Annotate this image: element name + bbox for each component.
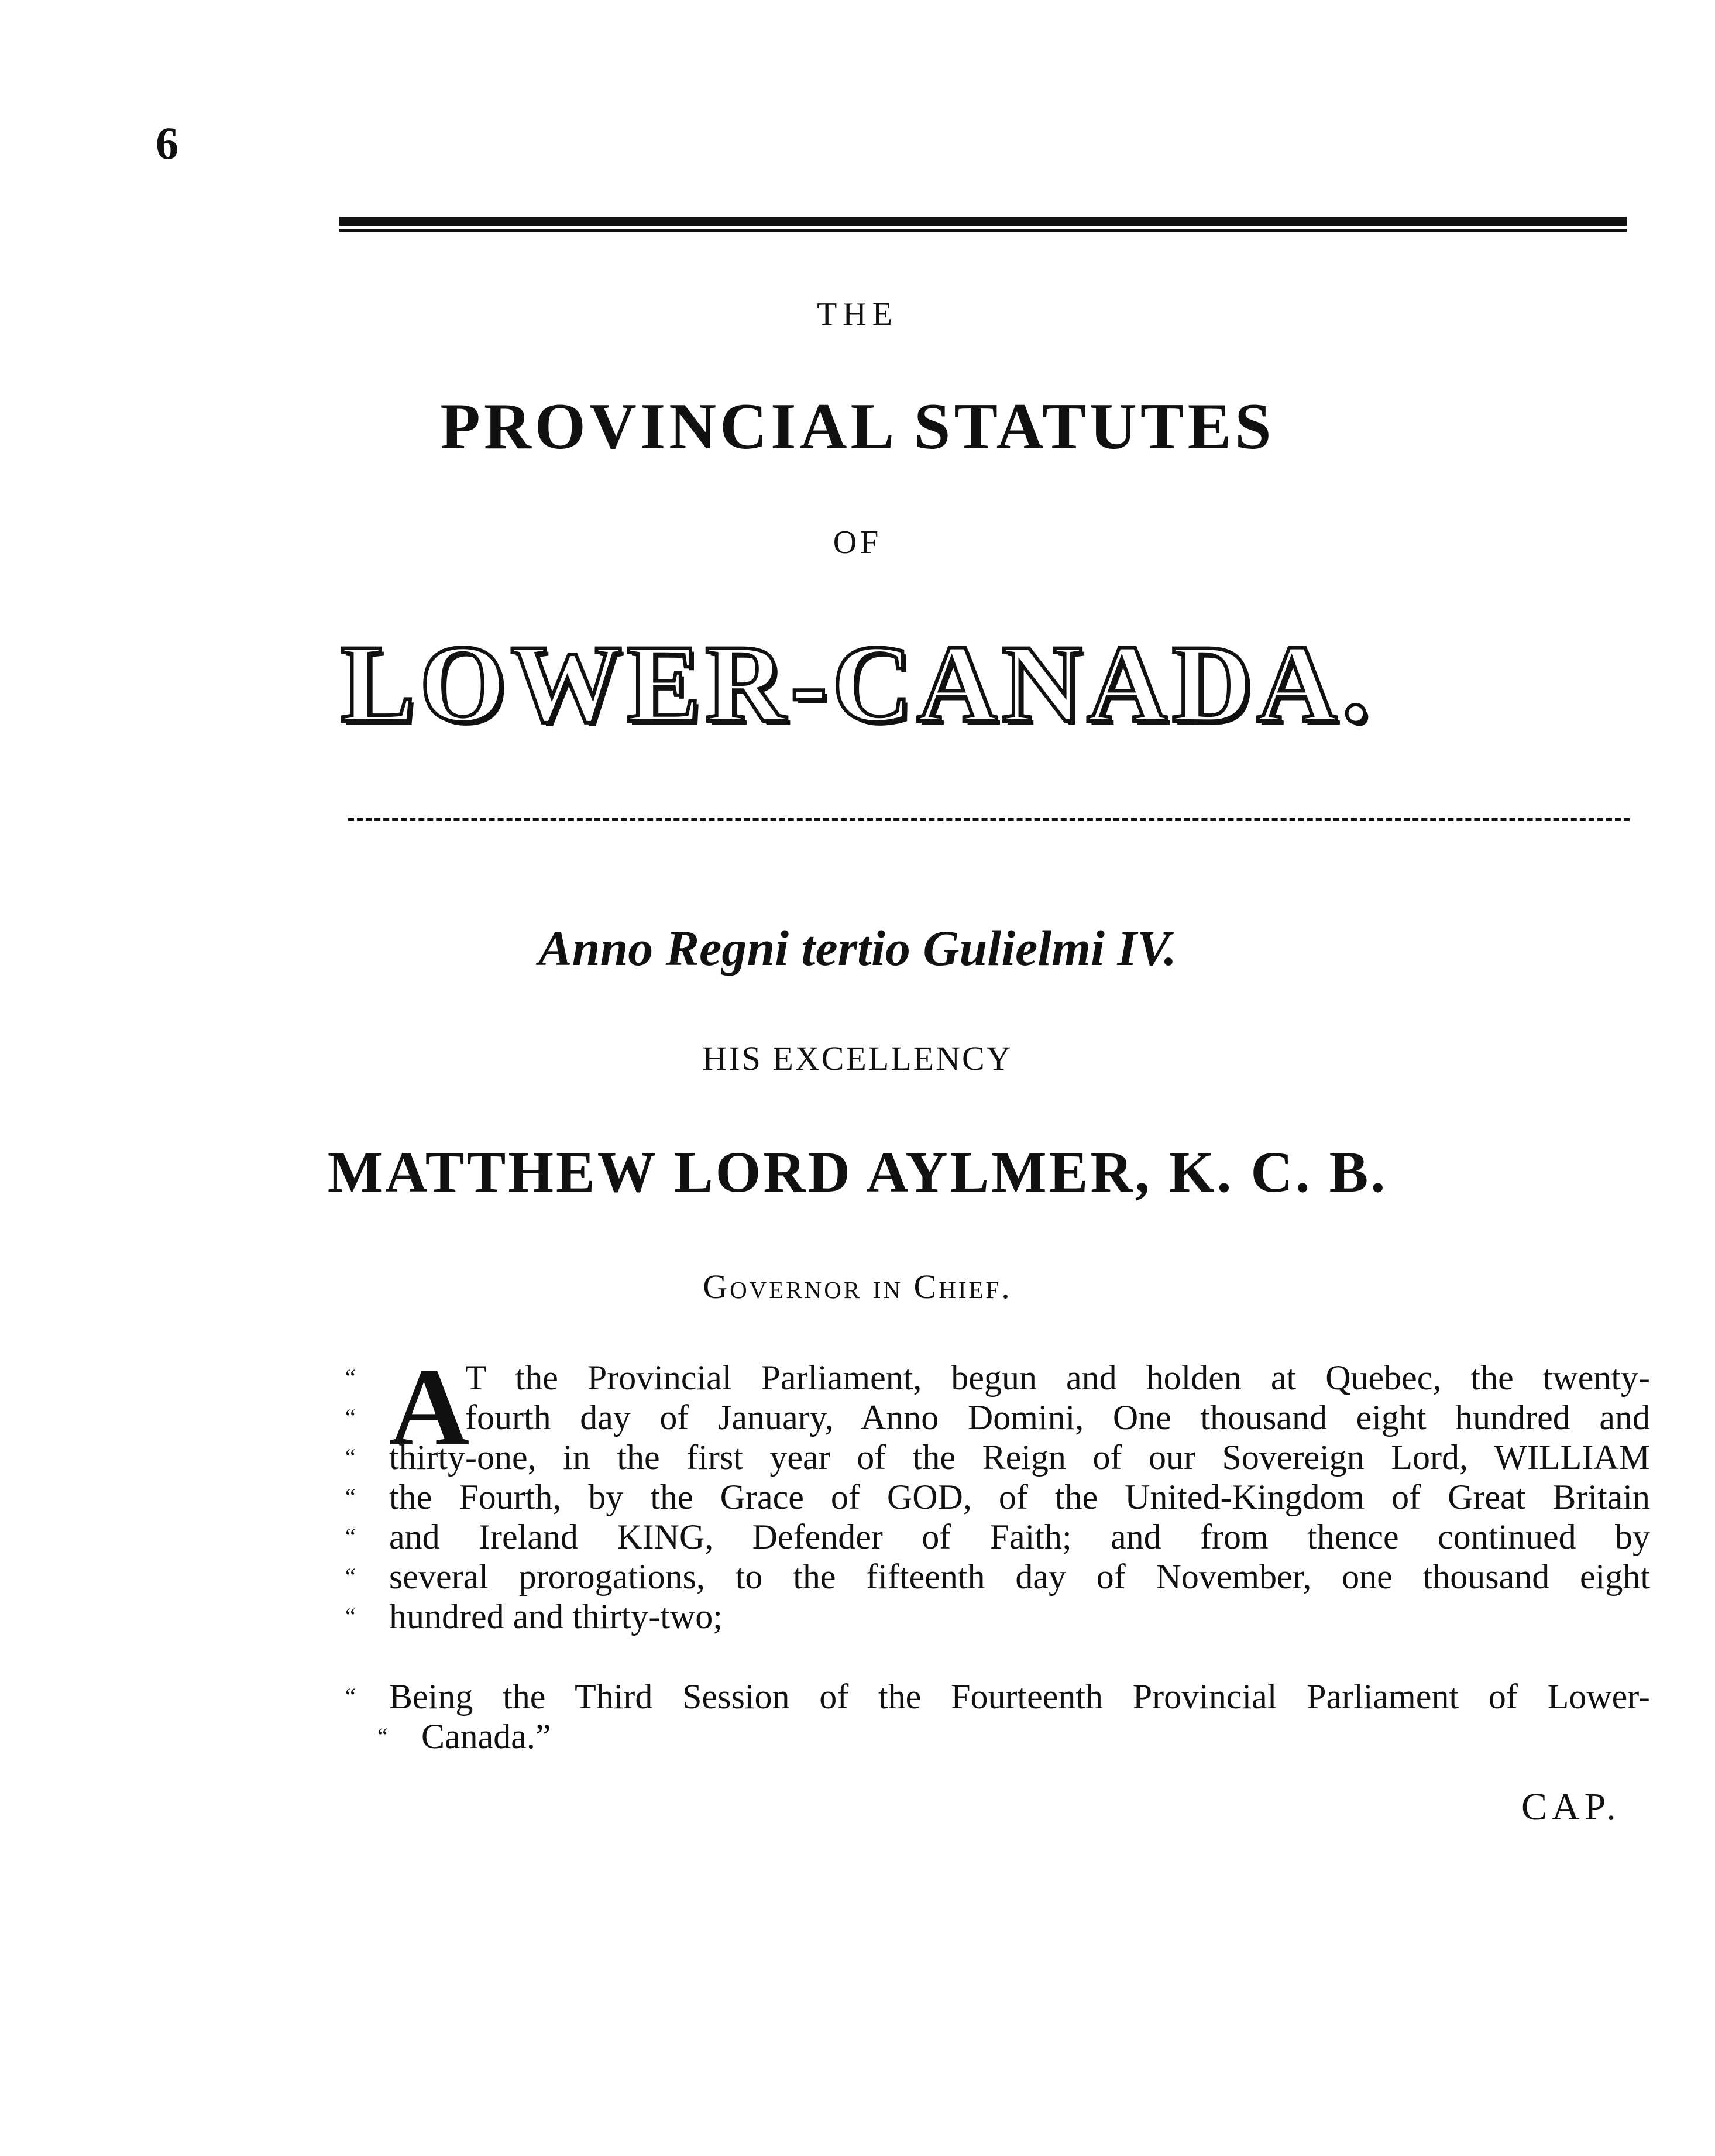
quote-mark: “ xyxy=(345,1563,356,1589)
title-lower-canada: LOWER-CANADA. xyxy=(341,623,1374,746)
line-text: T the Provincial Parliament, begun and holden at Quebec, the twenty- xyxy=(465,1358,1650,1397)
line-text: the Fourth, by the Grace of GOD, of the United-Kingdom of Great Britain xyxy=(389,1478,1650,1516)
quote-mark: “ xyxy=(345,1404,356,1430)
paragraph-line xyxy=(345,1437,1650,1477)
catchword: CAP. xyxy=(1521,1786,1621,1828)
quote-mark: “ xyxy=(345,1683,356,1709)
paragraph-line xyxy=(345,1597,1650,1636)
line-text: hundred and thirty-two; xyxy=(389,1597,723,1636)
title-of: OF xyxy=(833,524,882,561)
line-text: Being the Third Session of the Fourteenth Provincial Parliament of Lower- xyxy=(389,1677,1650,1716)
opening-paragraph xyxy=(345,1346,1650,1636)
paragraph-line xyxy=(345,1358,1650,1398)
line-text: several prorogations, to the fifteenth day of November, one thousand eight xyxy=(389,1557,1650,1596)
paragraph-line xyxy=(345,1517,1650,1557)
quote-mark: “ xyxy=(377,1723,388,1749)
quote-mark: “ xyxy=(345,1523,356,1550)
session-paragraph xyxy=(345,1677,1650,1756)
paragraph-line xyxy=(345,1398,1650,1437)
middle-rule xyxy=(348,818,1630,821)
line-text: fourth day of January, Anno Domini, One thousand eight hundred and xyxy=(465,1398,1650,1437)
governor-name: MATTHEW LORD AYLMER, K. C. B. xyxy=(327,1139,1388,1204)
paragraph-line xyxy=(345,1716,1650,1756)
paragraph-line xyxy=(345,1477,1650,1517)
quote-mark: “ xyxy=(345,1484,356,1510)
line-text: and Ireland KING, Defender of Faith; and from thence continued by xyxy=(389,1518,1650,1556)
drop-cap: A xyxy=(389,1346,470,1469)
quote-mark: “ xyxy=(345,1444,356,1470)
quote-mark: “ xyxy=(345,1603,356,1629)
paragraph-line xyxy=(345,1557,1650,1597)
page-number: 6 xyxy=(156,118,178,169)
line-text: Canada.” xyxy=(421,1717,551,1756)
top-rule xyxy=(339,217,1627,226)
paragraph-line xyxy=(345,1677,1650,1716)
title-provincial-statutes: PROVINCIAL STATUTES xyxy=(440,390,1275,463)
top-rule-thin xyxy=(339,229,1627,232)
anno-regni-line: Anno Regni tertio Gulielmi IV. xyxy=(538,920,1177,976)
quote-mark: “ xyxy=(345,1364,356,1391)
line-text: thirty-one, in the first year of the Reign of our Sovereign Lord, WILLIAM xyxy=(389,1438,1650,1477)
governor-title: Governor in Chief. xyxy=(703,1268,1012,1306)
title-the: THE xyxy=(817,296,898,332)
his-excellency: HIS EXCELLENCY xyxy=(702,1039,1013,1077)
